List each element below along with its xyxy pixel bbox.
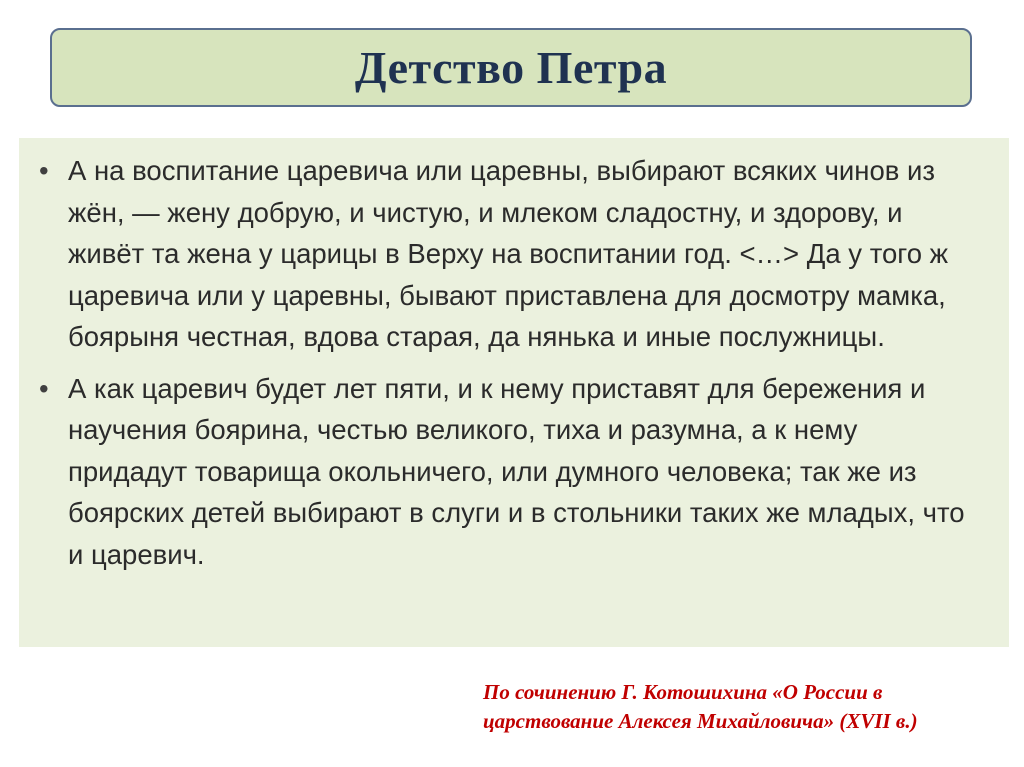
bullet-item — [31, 150, 969, 358]
bullet-text: А как царевич будет лет пяти, и к нему приставят для бережения и научения боярина, честью великого, тиха и разумна, а к нему придадут товарища окольничего, или думного человека; так же из боярских детей выбирают в слуги и в стольники таких же младых, что и царевич. — [68, 372, 965, 570]
bullet-text: А на воспитание царевича или царевны, выбирают всяких чинов из жён, — жену добрую, и чистую, и млеком сладостну, и здорову, и живёт та жена у царицы в Верху на воспитании год. <…> Да у того ж царевича или у царевны, бывают приставлена для досмотру мамка, боярыня честная, вдова старая, да нянька и иные послужницы. — [68, 155, 949, 352]
title-box — [50, 28, 972, 107]
bullet-icon: • — [39, 155, 49, 186]
bullet-item — [31, 368, 969, 576]
bullet-icon: • — [39, 372, 49, 404]
content-box — [19, 138, 1009, 647]
source-citation: По сочинению Г. Котошихина «О России в царствование Алексея Михайловича» (XVII в.) — [483, 680, 918, 733]
page-title: Детство Петра — [354, 42, 668, 93]
bullet-list — [31, 150, 969, 575]
